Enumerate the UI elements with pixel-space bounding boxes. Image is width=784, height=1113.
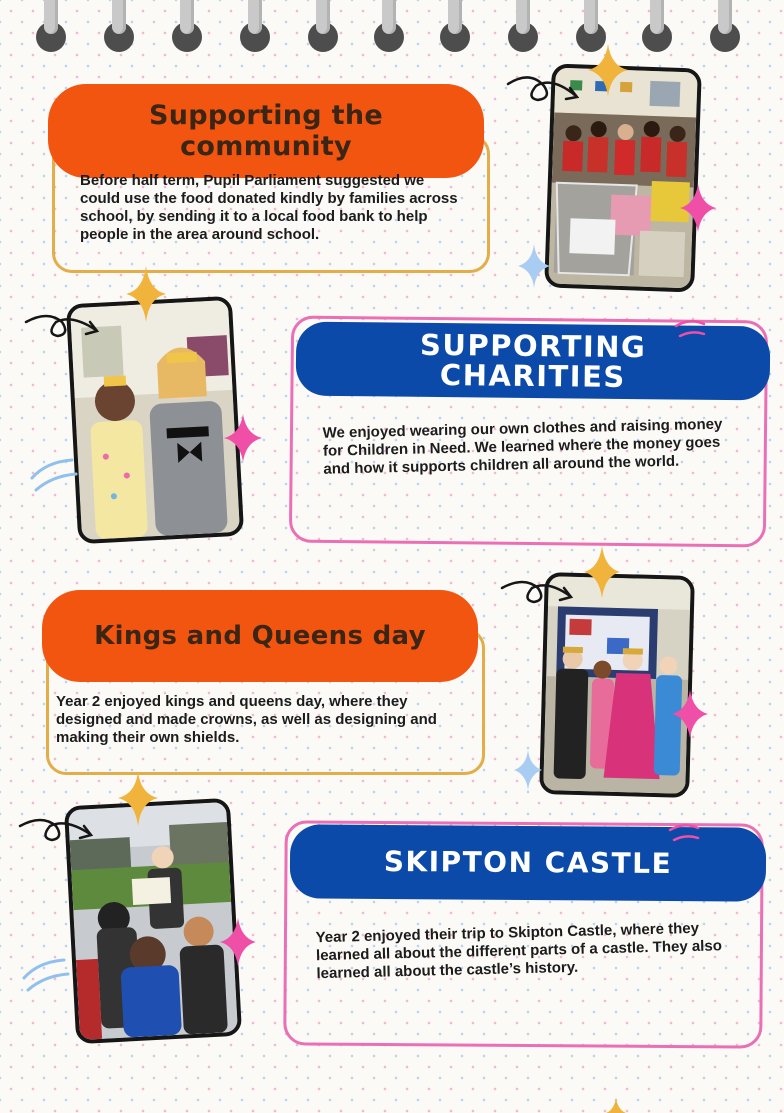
charities-text: We enjoyed wearing our own clothes and raising money for Children in Need. We learned where the money goes and how it supports children all around the world.	[322, 415, 723, 478]
kings-queens-photo-image	[543, 576, 691, 794]
binder-ring	[308, 0, 338, 52]
charities-title: SUPPORTING CHARITIES	[296, 322, 771, 401]
binder-ring	[642, 0, 672, 52]
skipton-text: Year 2 enjoyed their trip to Skipton Castle, where they learned all about the different parts of a castle. They also learned all about the castle’s history.	[315, 919, 723, 983]
children-in-need-photo-image	[70, 300, 240, 540]
binder-ring	[508, 0, 538, 52]
blue-swoosh-icon	[32, 460, 76, 490]
blue-sparkle-icon	[514, 750, 542, 790]
binder-ring	[374, 0, 404, 52]
kings-queens-photo	[539, 572, 695, 798]
binder-ring	[576, 0, 606, 52]
binder-ring	[710, 0, 740, 52]
children-in-need-photo	[66, 296, 244, 544]
gold-sparkle-icon	[606, 1098, 626, 1113]
binder-ring	[440, 0, 470, 52]
kings-queens-title: Kings and Queens day	[42, 590, 478, 682]
kings-queens-text: Year 2 enjoyed kings and queens day, where they designed and made crowns, as well as designing and making their own shields.	[56, 693, 437, 746]
binder-ring	[104, 0, 134, 52]
community-text: Before half term, Pupil Parliament suggested we could use the food donated kindly by families across school, by sending it to a local food bank to help people in the area around school.	[80, 172, 458, 243]
community-title: Supporting the community	[48, 84, 484, 178]
skipton-castle-photo-image	[68, 802, 238, 1040]
binder-ring	[36, 0, 66, 52]
blue-swoosh-icon	[24, 960, 68, 990]
binder-ring	[172, 0, 202, 52]
food-bank-photo	[544, 63, 702, 292]
skipton-title: SKIPTON CASTLE	[290, 824, 767, 901]
binder-ring	[240, 0, 270, 52]
skipton-castle-photo	[64, 798, 242, 1044]
food-bank-photo-image	[548, 68, 697, 289]
